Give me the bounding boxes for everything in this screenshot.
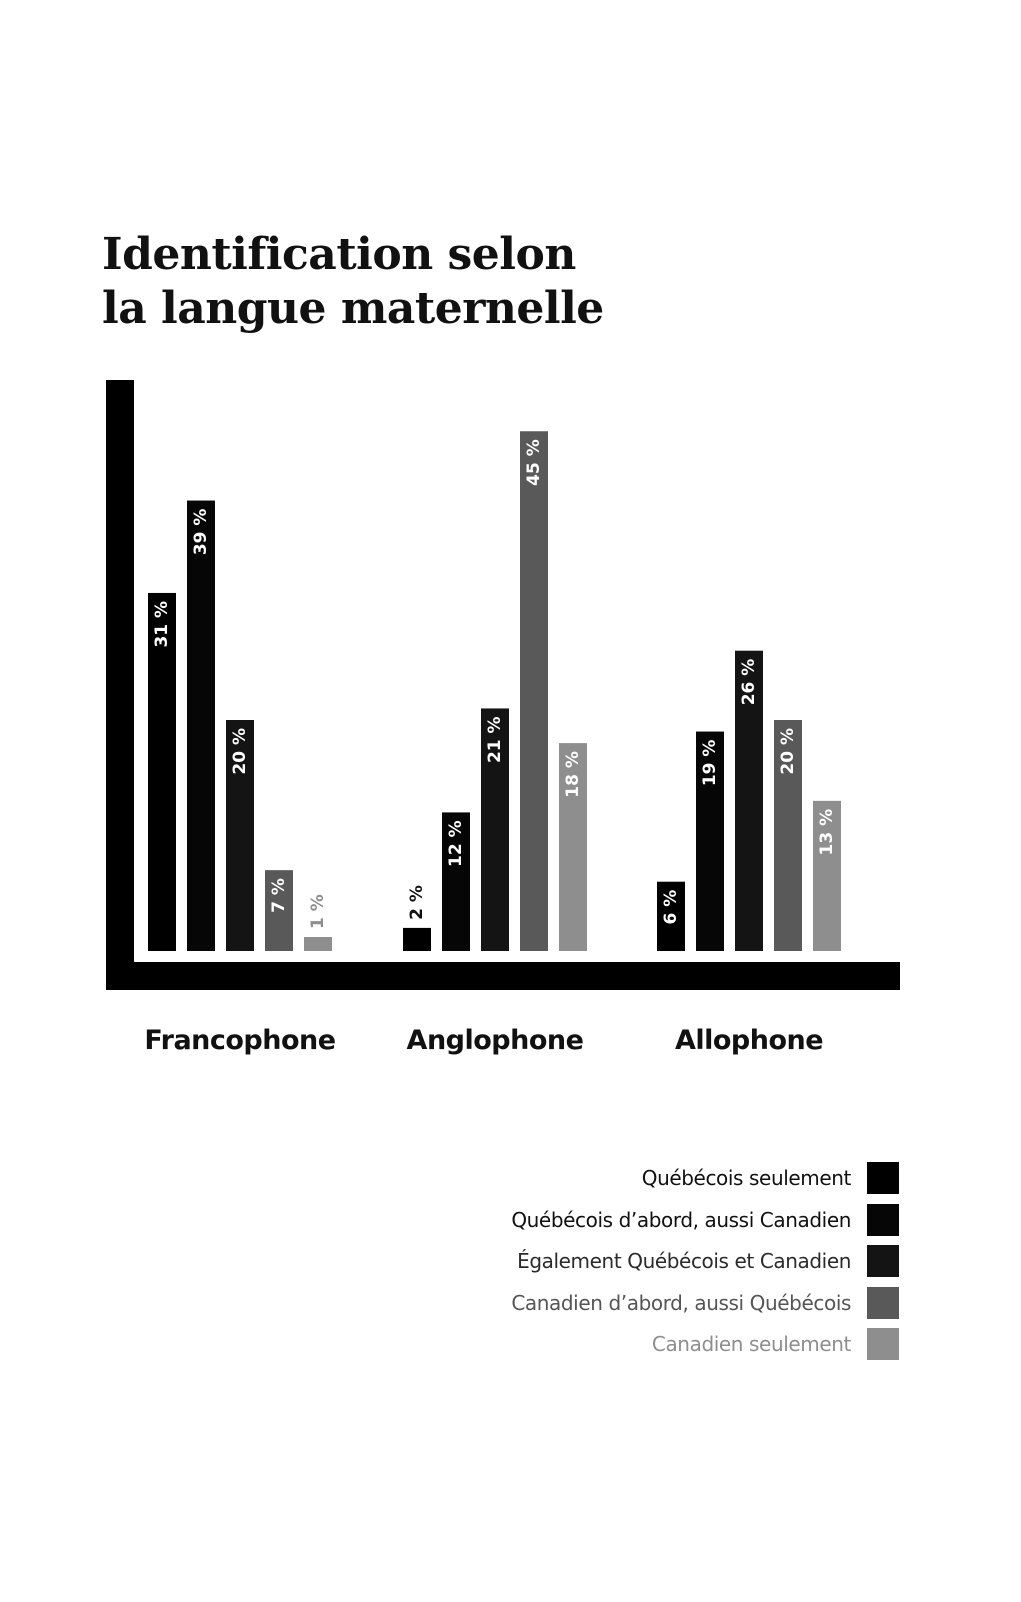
bars-layer	[148, 431, 841, 951]
legend-swatch	[867, 1245, 899, 1277]
data-label: 26 %	[739, 658, 759, 706]
legend-label: Canadien d’abord, aussi Québécois	[511, 1290, 851, 1315]
bar-francophone-5	[304, 937, 332, 951]
data-label: 13 %	[817, 808, 837, 856]
legend-item	[511, 1287, 899, 1319]
data-label: 7 %	[269, 878, 289, 913]
legend-label: Également Québécois et Canadien	[517, 1249, 851, 1273]
legend-label: Québécois d’abord, aussi Canadien	[511, 1207, 851, 1232]
data-label: 45 %	[524, 439, 544, 486]
legend-item	[511, 1328, 899, 1360]
data-label: 20 %	[778, 728, 798, 775]
data-label: 39 %	[191, 508, 211, 556]
y-axis	[106, 380, 134, 990]
legend-label: Québécois seulement	[641, 1166, 851, 1190]
legend-swatch	[867, 1204, 899, 1236]
bar-anglophone-4	[520, 431, 548, 951]
data-label: 1 %	[308, 894, 328, 929]
chart-title-line-1: Identification selon	[102, 229, 576, 280]
legend-item	[511, 1162, 899, 1194]
category-label: Anglophone	[406, 1025, 584, 1056]
data-label: 19 %	[700, 739, 720, 787]
data-label: 31 %	[152, 600, 172, 648]
legend	[511, 1162, 899, 1370]
data-label: 6 %	[661, 889, 681, 925]
category-label: Allophone	[674, 1025, 824, 1056]
legend-swatch	[867, 1328, 899, 1360]
chart-title-line-2: la langue maternelle	[102, 283, 604, 334]
category-label: Francophone	[144, 1025, 336, 1056]
data-label: 21 %	[485, 716, 505, 764]
x-axis	[106, 962, 900, 990]
category-labels	[144, 1025, 823, 1056]
legend-label: Canadien seulement	[651, 1332, 851, 1356]
bar-francophone-2	[187, 501, 215, 951]
legend-item	[511, 1204, 899, 1236]
legend-swatch	[867, 1162, 899, 1194]
legend-swatch	[867, 1287, 899, 1319]
data-label: 20 %	[230, 728, 250, 775]
data-label: 18 %	[563, 751, 583, 798]
data-label: 12 %	[446, 820, 466, 868]
data-label: 2 %	[407, 885, 427, 920]
bar-anglophone-1	[403, 928, 431, 951]
legend-item	[511, 1245, 899, 1277]
